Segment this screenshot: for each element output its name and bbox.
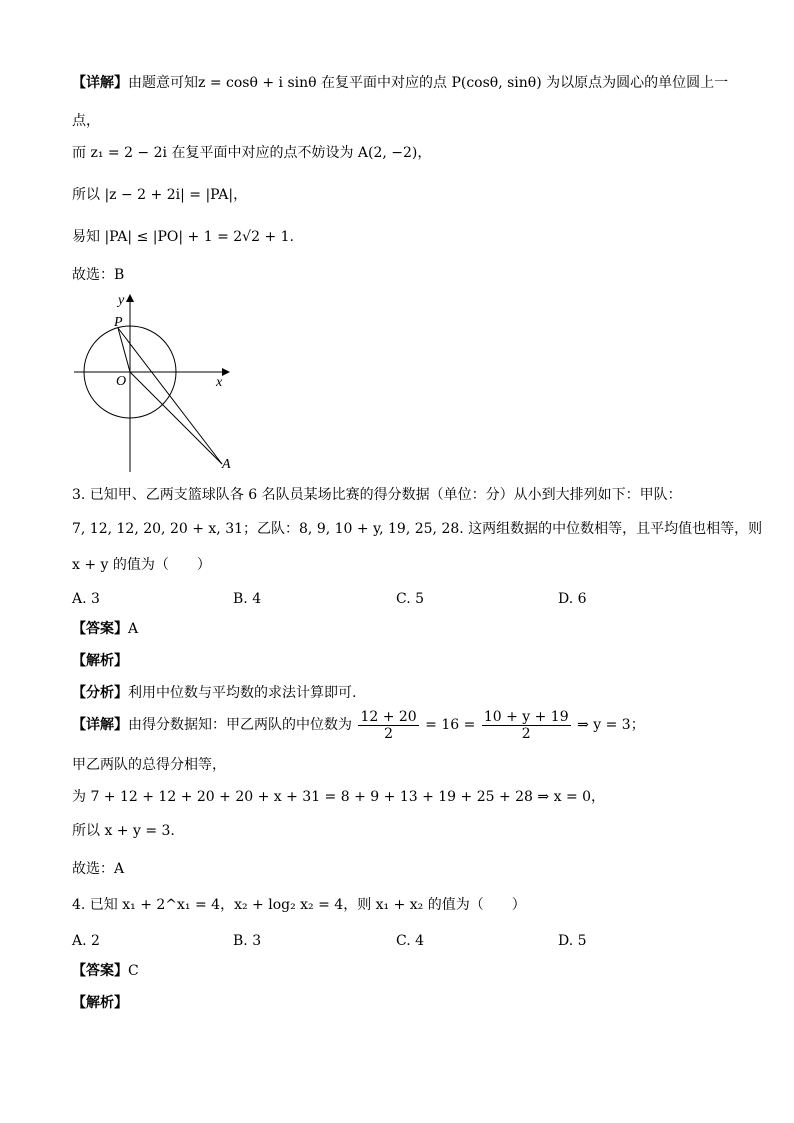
label-x: x <box>216 375 223 390</box>
detail-text: 由题意可知z = cosθ + i sinθ 在复平面中对应的点 P(cosθ, sinθ) 为以原点为圆心的单位圆上一 <box>128 75 729 91</box>
q3-fraction-2 <box>482 709 571 742</box>
q3-choice-line: 故选：A <box>72 861 125 877</box>
q3-frac2-num: 10 + y + 19 <box>483 708 569 725</box>
q3-detail-post: ⇒ y = 3； <box>577 717 645 733</box>
q3-fenxi-line <box>72 684 356 702</box>
q3-answer-tag: 【答案】 <box>72 621 128 637</box>
y-axis-arrow <box>126 294 134 302</box>
q3-detail-line <box>72 708 645 742</box>
q3-mid: = 16 = <box>425 717 476 733</box>
q3-frac2-den: 2 <box>521 725 531 742</box>
q3-option-d: D. 6 <box>558 591 587 607</box>
label-a: A <box>222 457 231 472</box>
q3-fenxi-tag: 【分析】 <box>72 685 128 701</box>
q4-analysis-line <box>72 994 128 1012</box>
detail-line-2: 而 z₁ = 2 − 2i 在复平面中对应的点不妨设为 A(2, −2)， <box>72 145 432 161</box>
q4-option-d: D. 5 <box>558 933 587 949</box>
detail-line-3: 所以 |z − 2 + 2i| = |PA|， <box>72 187 248 203</box>
detail-line-4: 易知 |PA| ≤ |PO| + 1 = 2√2 + 1. <box>72 229 294 245</box>
q3-answer-line <box>72 620 138 638</box>
q4-analysis-tag: 【解析】 <box>72 995 128 1011</box>
unit-circle-figure <box>70 290 240 475</box>
q4-option-c: C. 4 <box>396 933 425 949</box>
choice-line: 故选：B <box>72 267 125 283</box>
q3-frac1-num: 12 + 20 <box>360 708 417 725</box>
detail-tag: 【详解】 <box>72 75 128 91</box>
q4-option-a: A. 2 <box>72 933 100 949</box>
label-y: y <box>118 293 125 308</box>
segment-oa <box>130 372 222 464</box>
q3-answer: A <box>128 621 139 637</box>
q3-detail-tag: 【详解】 <box>72 717 128 733</box>
q3-detail-pre: 由得分数据知：甲乙两队的中位数为 <box>128 717 352 733</box>
q3-detail-line-4: 所以 x + y = 3. <box>72 823 175 839</box>
q3-stem-1: 3. 已知甲、乙两支篮球队各 6 名队员某场比赛的得分数据（单位：分）从小到大排列如下：甲队： <box>72 487 682 503</box>
label-o: O <box>116 374 127 389</box>
q3-option-c: C. 5 <box>396 591 425 607</box>
q4-answer-line <box>72 962 139 980</box>
q3-fraction-1 <box>358 709 418 742</box>
x-axis-arrow <box>222 368 230 376</box>
q4-answer-tag: 【答案】 <box>72 963 128 979</box>
q3-option-b: B. 4 <box>233 591 262 607</box>
q3-detail-line-2: 甲乙两队的总得分相等， <box>72 757 226 773</box>
q3-stem-2: 7, 12, 12, 20, 20 + x, 31；乙队：8, 9, 10 + y, 19, 25, 28. 这两组数据的中位数相等，且平均值也相等，则 <box>72 521 763 537</box>
q3-stem-3: x + y 的值为（ ） <box>72 557 211 573</box>
q3-frac1-den: 2 <box>384 725 394 742</box>
segment-po <box>118 328 130 372</box>
q3-detail-line-3: 为 7 + 12 + 12 + 20 + 20 + x + 31 = 8 + 9 + 13 + 19 + 25 + 28 ⇒ x = 0， <box>72 789 606 805</box>
q4-stem: 4. 已知 x₁ + 2^x₁ = 4，x₂ + log₂ x₂ = 4，则 x₁ + x₂ 的值为（ ） <box>72 897 526 913</box>
q3-fenxi: 利用中位数与平均数的求法计算即可. <box>128 685 357 701</box>
q4-answer: C <box>128 963 139 979</box>
detail-line-1 <box>72 74 728 92</box>
q4-option-b: B. 3 <box>233 933 262 949</box>
q3-option-a: A. 3 <box>72 591 100 607</box>
label-p: P <box>114 315 123 330</box>
q3-analysis-tag: 【解析】 <box>72 653 128 669</box>
detail-line-1-cont: 点， <box>72 113 100 129</box>
q3-analysis-line <box>72 652 128 670</box>
